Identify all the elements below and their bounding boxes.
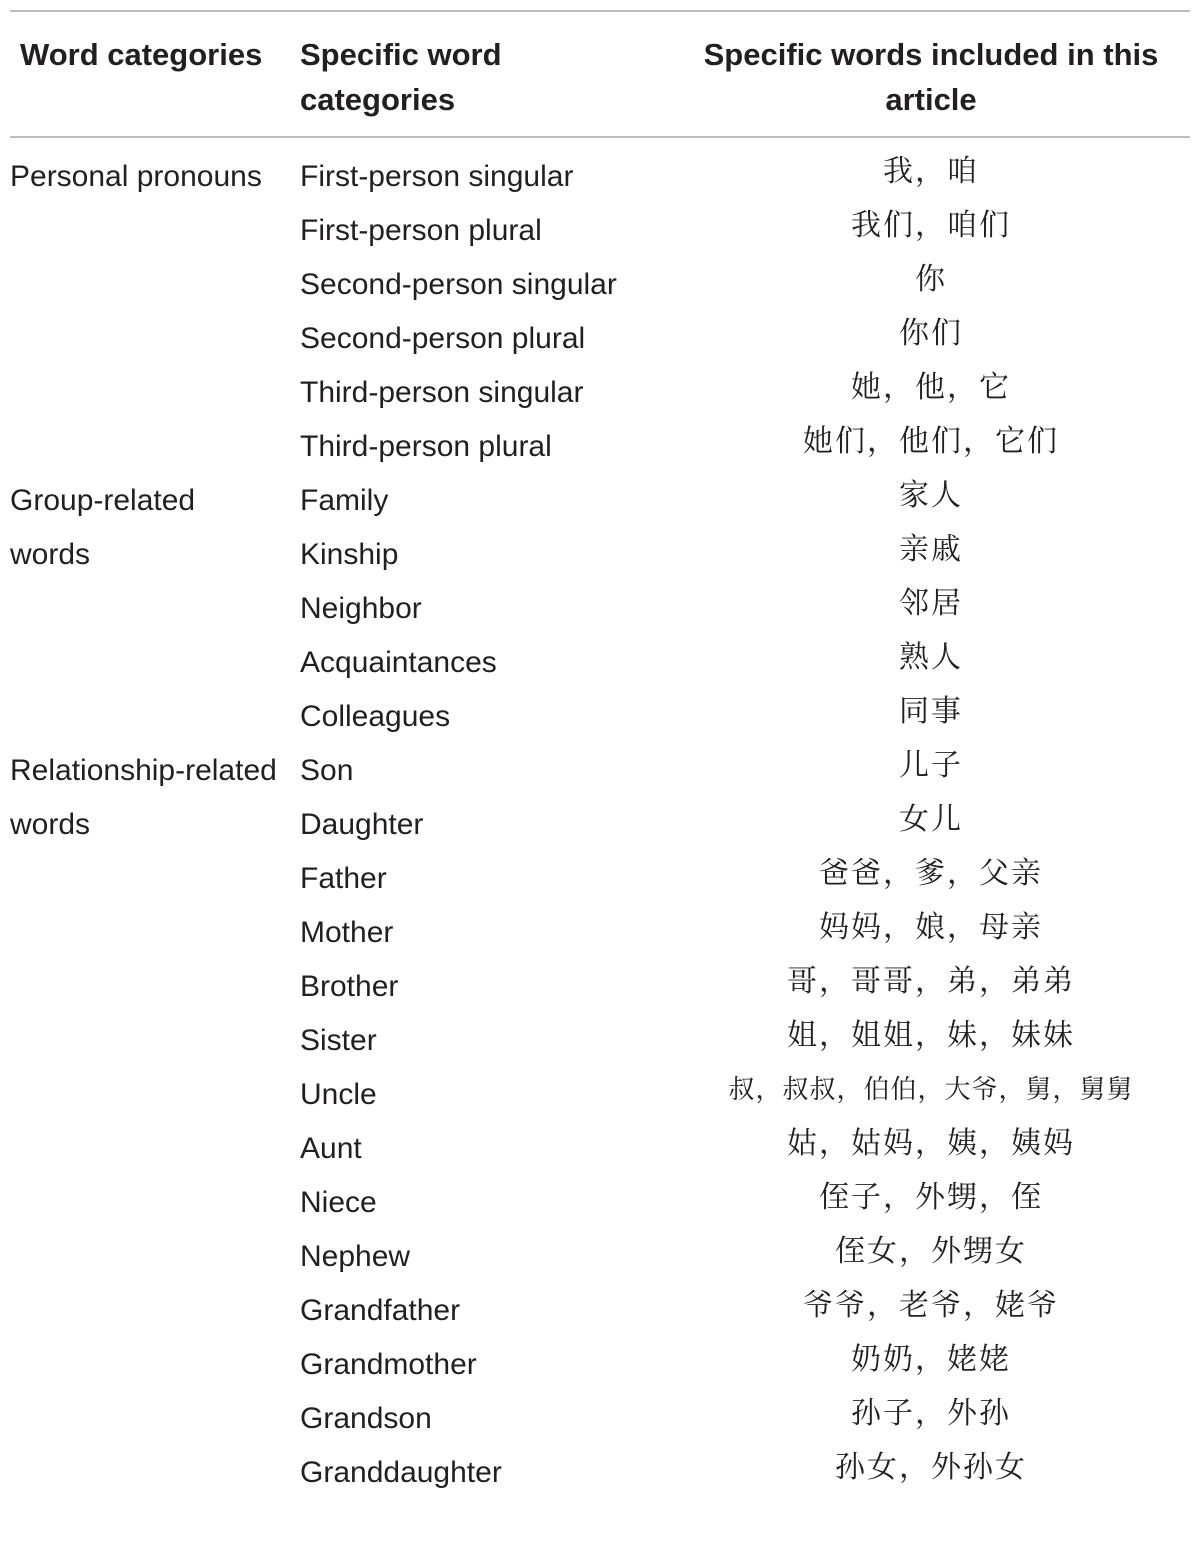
specific-category-cell: Neighbor	[300, 592, 422, 625]
header-specific-words: Specific words included in this article	[703, 37, 1159, 117]
specific-words-cell: 家人	[899, 478, 963, 513]
table-group	[0, 150, 1200, 474]
table-row	[0, 582, 1200, 636]
specific-words-cell: 熟人	[899, 640, 963, 675]
specific-category-cell: Father	[300, 862, 387, 895]
header-rule	[10, 136, 1190, 138]
table-row	[0, 1176, 1200, 1230]
table-row	[0, 636, 1200, 690]
table-row	[0, 1230, 1200, 1284]
specific-category-cell: Nephew	[300, 1240, 411, 1273]
table-row	[0, 150, 1200, 204]
table-row	[0, 420, 1200, 474]
specific-category-cell: Uncle	[300, 1078, 377, 1111]
table-group	[0, 474, 1200, 744]
table-row	[0, 366, 1200, 420]
specific-words-cell: 她，他，它	[851, 370, 1011, 405]
table-group	[0, 744, 1200, 1500]
specific-words-cell: 爸爸，爹，父亲	[819, 856, 1043, 891]
table-row	[0, 1122, 1200, 1176]
table-row	[0, 204, 1200, 258]
specific-words-cell: 爷爷，老爷，姥爷	[803, 1288, 1059, 1323]
specific-category-cell: Second-person plural	[300, 322, 586, 355]
specific-category-cell: Grandfather	[300, 1294, 461, 1327]
specific-words-cell: 我，咱	[883, 154, 979, 189]
table-row	[0, 1284, 1200, 1338]
specific-category-cell: Second-person singular	[300, 268, 617, 301]
specific-words-cell: 孙子，外孙	[851, 1396, 1011, 1431]
specific-words-cell: 你们	[899, 316, 963, 351]
table-body	[0, 150, 1200, 1500]
specific-words-cell: 妈妈，娘，母亲	[819, 910, 1043, 945]
specific-category-cell: Aunt	[300, 1132, 362, 1165]
specific-category-cell: Niece	[300, 1186, 377, 1219]
table-top-rule	[10, 10, 1190, 12]
specific-category-cell: First-person singular	[300, 160, 574, 193]
specific-words-cell: 姐，姐姐，妹，妹妹	[787, 1018, 1075, 1053]
specific-category-cell: Daughter	[300, 808, 424, 841]
table-row	[0, 1068, 1200, 1122]
specific-category-cell: Son	[300, 754, 354, 787]
table-row	[0, 1014, 1200, 1068]
table-row	[0, 960, 1200, 1014]
specific-words-cell: 叔，叔叔，伯伯，大爷，舅，舅舅	[728, 1075, 1134, 1105]
specific-category-cell: Brother	[300, 970, 399, 1003]
table-row	[0, 690, 1200, 744]
specific-words-cell: 同事	[899, 694, 963, 729]
specific-category-cell: Family	[300, 484, 389, 517]
specific-words-cell: 你	[915, 262, 947, 297]
table-row	[0, 1446, 1200, 1500]
header-word-categories: Word categories	[20, 37, 263, 72]
specific-category-cell: Kinship	[300, 538, 399, 571]
specific-category-cell: Acquaintances	[300, 646, 497, 679]
specific-words-cell: 侄女，外甥女	[835, 1234, 1027, 1269]
specific-category-cell: Grandson	[300, 1402, 432, 1435]
specific-words-cell: 邻居	[899, 586, 963, 621]
specific-category-cell: Granddaughter	[300, 1456, 502, 1489]
specific-words-cell: 亲戚	[899, 532, 963, 567]
table-row	[0, 906, 1200, 960]
header-specific-word-categories: Specific word categories	[300, 37, 502, 117]
specific-category-cell: Third-person singular	[300, 376, 584, 409]
specific-category-cell: Colleagues	[300, 700, 451, 733]
table-row	[0, 312, 1200, 366]
table-row	[0, 1338, 1200, 1392]
table-row	[0, 852, 1200, 906]
table-row	[0, 798, 1200, 852]
table-row	[0, 528, 1200, 582]
table-row	[0, 744, 1200, 798]
specific-words-cell: 我们，咱们	[851, 208, 1011, 243]
word-category-cell: Relationship-related words	[10, 754, 277, 841]
specific-category-cell: Grandmother	[300, 1348, 477, 1381]
specific-words-cell: 孙女，外孙女	[835, 1450, 1027, 1485]
word-category-cell: Personal pronouns	[10, 160, 262, 193]
specific-words-cell: 侄子，外甥，侄	[819, 1180, 1043, 1215]
specific-words-cell: 奶奶，姥姥	[851, 1342, 1011, 1377]
table-row	[0, 474, 1200, 528]
table-row	[0, 258, 1200, 312]
specific-category-cell: Mother	[300, 916, 394, 949]
specific-category-cell: First-person plural	[300, 214, 542, 247]
specific-words-cell: 儿子	[899, 748, 963, 783]
table-row	[0, 1392, 1200, 1446]
word-category-cell: Group-related words	[10, 484, 196, 571]
specific-words-cell: 女儿	[899, 802, 963, 837]
specific-words-cell: 姑，姑妈，姨，姨妈	[787, 1126, 1075, 1161]
specific-category-cell: Sister	[300, 1024, 377, 1057]
specific-words-cell: 她们，他们，它们	[803, 424, 1059, 459]
specific-category-cell: Third-person plural	[300, 430, 552, 463]
specific-words-cell: 哥，哥哥，弟，弟弟	[787, 964, 1075, 999]
